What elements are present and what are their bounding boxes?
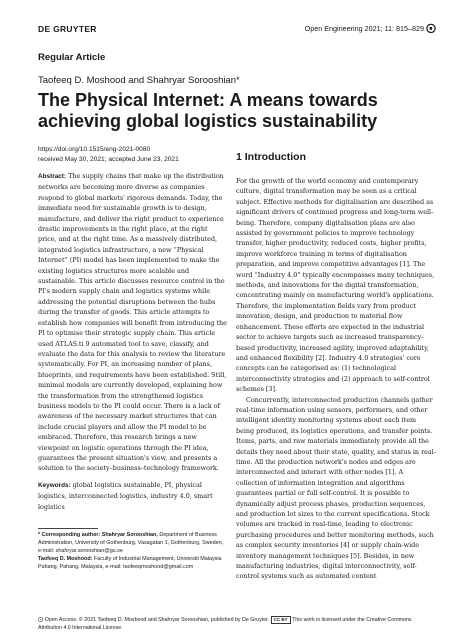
keywords: [38, 480, 228, 512]
received-accepted-dates: received May 30, 2021; accepted June 23, 2021: [38, 156, 179, 163]
intro-paragraph-1: For the growth of the world economy and contemporary culture, digital transformation may be seen as a critical subject. Effective methods for digitalisation are described as significant drivers of continued progress and long-term well-being. Therefore, company digitalisation plans are also assisted by government policies to improve technology transfer, higher productivity, reduced costs, higher profits, improve workforce training in terms of digitalisation preparation, and improve competitive advantages [1]. The word “Industry 4.0” typically encompasses many techniques, methods, and innovations for the digital transformation, concentrating mainly on manufacturing world's applications. Therefore, the implementation fields vary from product innovation, design, and production to material flow enhancement. These efforts are expected in the industrial sector to achieve targets such as increased transparency-based productivity, increased agility, improved adaptability, and enhanced flexibility [2]. Industry 4.0 strategies' core concepts can be categorised as: (1) technological interconnectivity strategies and (2) approach to self-control schemes [3].: [236, 177, 435, 394]
journal-citation: Open Engineering 2021; 11: 815–829: [304, 24, 424, 33]
left-column: [38, 171, 228, 512]
keywords-label: Keywords:: [38, 481, 71, 489]
license-text: This work is licensed under the Creative Commons Attribution 4.0 International License.: [38, 617, 412, 631]
abstract-label: Abstract:: [38, 173, 67, 180]
publisher-name: DE GRUYTER: [38, 24, 97, 34]
doi-link[interactable]: https://doi.org/10.1515/eng-2021-0080: [38, 146, 151, 153]
footnote-divider: [38, 528, 98, 529]
abstract: [38, 171, 228, 474]
running-header: [38, 24, 436, 38]
article-meta: [38, 145, 179, 165]
copyright-text: Open Access. © 2021 Taofeeq D. Moshood and Shahryar Sorooshian, published by De Gruyter.: [44, 617, 270, 623]
open-access-icon: ⨀: [426, 23, 436, 34]
keywords-text: global logistics sustainable, PI, physical logistics, interconnected logistics, industry 4.0, smart logistics: [38, 480, 213, 511]
article-type: Regular Article: [38, 52, 106, 63]
abstract-text: The supply chains that make up the distribution networks are becoming more diverse as companies respond to global markets' rigorous demands. Today, the immediate need for sustainable growth is to design, manufacture, and deliver the right product to experience drastic improvements in the right place, at the right price, and at the right time. As a massively distributed, integrated logistics infrastructure, a new “Physical Internet” (PI) model has been implemented to make the existing logistics structures more scalable and sustainable. This article discusses resource control in the PI's modern supply chain and logistics systems while addressing the potential disruptions between the hubs during the transfer of goods. This article attempts to establish how companies will benefit from introducing the PI to optimise their strategic supply chain. This article used ATLAS.ti 9 automated tool to save, classify, and evaluate the data for this analysis to review the literature systematically. For PI, an increasing number of plans, blueprints, and requirements have been established. Still, minimal models are currently developed, explaining how the transformation from the strengthened logistics business models to the PI could occur. There is a lack of awareness of the necessary market structures that can include crucial players and allow the PI model to be embraced. Therefore, this research brings a new viewpoint on logistic operations through the PI idea, guarantees the present situation's view, and presents a solution to the society–business–technology framework.: [38, 172, 227, 473]
paper-title: The Physical Internet: A means towards achieving global logistics sustainability: [38, 90, 378, 131]
authors: Taofeeq D. Moshood and Shahryar Sorooshian*: [38, 75, 240, 86]
copyright-notice: [38, 616, 436, 632]
author-footnotes: [38, 532, 228, 572]
footnote-corresponding-author: * Corresponding author: Shahryar Sorooshian, Department of Business Administration, University of Gothenburg, Vasagatan 1, Gothenburg, Sweden, e-mail: shahryar.sorooshian@gu.se: [38, 532, 224, 554]
section-heading-introduction: 1 Introduction: [236, 151, 306, 163]
footnote-coauthor: Taofeeq D. Moshood: Faculty of Industrial Management, Universiti Malaysia Pahang, Pahang, Malaysia, e-mail: taofeeqmoshood@gmail.com: [38, 555, 222, 570]
cc-by-license-icon: CC BY: [271, 616, 291, 624]
right-column: [236, 150, 436, 582]
open-access-small-icon: ⨀: [38, 617, 44, 623]
intro-paragraph-2: Concurrently, interconnected production channels gather real-time information using sensors, performers, and other intelligent identity monitoring systems about each item being produced, its logistics operations, and transfer points. Items, parts, and raw materials immediately provide all the details they need about their state, quality, and status in real-time. All the production network's nodes and edges are interconnected and interact with other nodes [1]. A collection of information integration and algorithms guarantees partial or full self-control. It is possible to dynamically adjust process phases, production sequences, and production lot sizes to the current specifications. Stock volumes are tracked in real-time, leading to electronic purchasing procedures and better monitoring methods, such as complex security inventories [4] or supply chain-wide inventory management techniques [5]. Besides, in new manufacturing industries, digital interconnectivity, self-control systems such as automated content: [236, 395, 436, 581]
